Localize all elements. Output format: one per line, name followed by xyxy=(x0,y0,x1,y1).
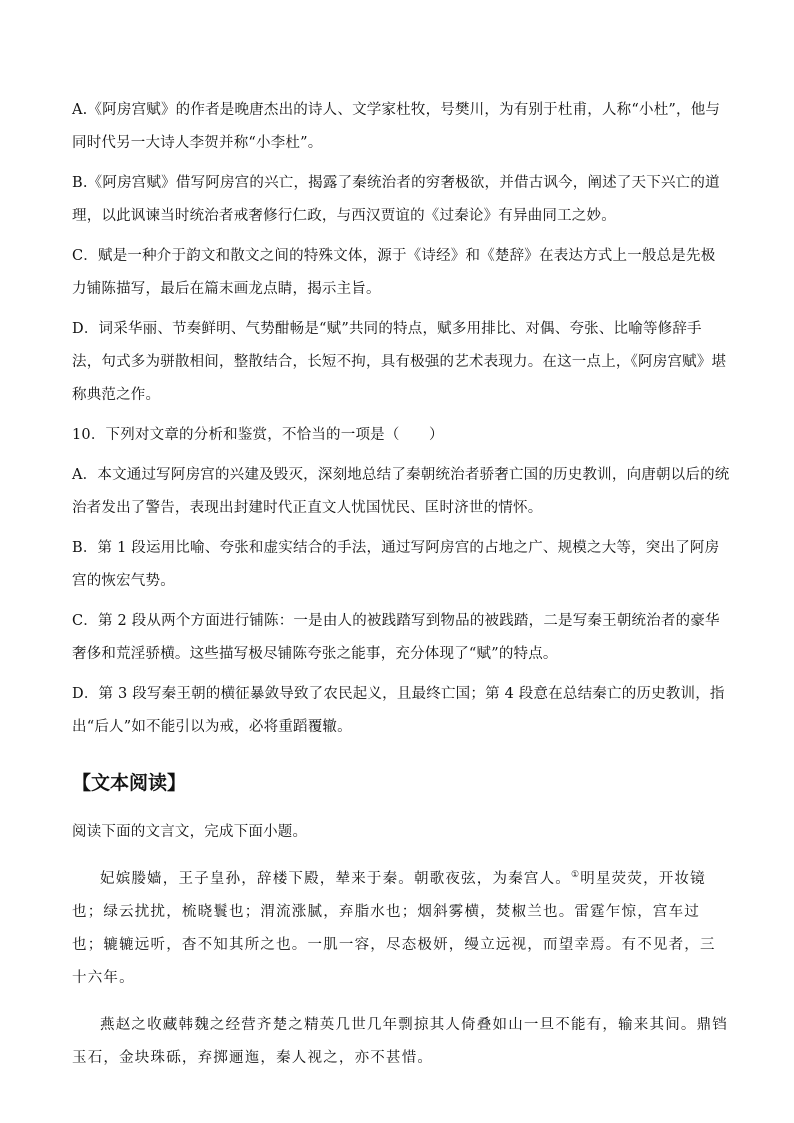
passage-p1-text-b: 明星荧荧，开妆镜也；绿云扰扰，梳晓鬟也；渭流涨腻，弃脂水也；烟斜雾横，焚椒兰也。雷霆乍惊，宫车过也；辘辘远听，杳不知其所之也。一肌一容，尽态极妍，缦立远视，而望幸焉。有不见者，三十六年。 xyxy=(72,871,716,986)
q9-option-d: D．词采华丽、节奏鲜明、气势酣畅是“赋”共同的特点，赋多用排比、对偶、夸张、比喻等修辞手法，句式多为骈散相间，整散结合，长短不拘，具有极强的艺术表现力。在这一点上，《阿房宫赋》堪称典范之作。 xyxy=(72,321,727,403)
section-title: 【文本阅读】 xyxy=(72,772,187,794)
q10-option-d: D．第 3 段写秦王朝的横征暴敛导致了农民起义，且最终亡国；第 4 段意在总结秦亡的历史教训，指出“后人”如不能引以为戒，必将重蹈覆辙。 xyxy=(72,686,725,735)
q10-option-b: B．第 1 段运用比喻、夸张和虚实结合的手法，通过写阿房宫的占地之广、规模之大等，突出了阿房宫的恢宏气势。 xyxy=(72,540,720,589)
passage-paragraph-1 xyxy=(72,863,730,995)
footnote-marker: ① xyxy=(571,870,581,881)
q10-option-a: A．本文通过写阿房宫的兴建及毁灭，深刻地总结了秦朝统治者骄奢亡国的历史教训，向唐朝以后的统治者发出了警告，表现出封建时代正直文人忧国忧民、匡时济世的情怀。 xyxy=(72,467,730,516)
passage-paragraph-2: 燕赵之收藏韩魏之经营齐楚之精英几世几年剽掠其人倚叠如山一旦不能有，输来其间。鼎铛玉石，金块珠砾，弃掷逦迤，秦人视之，亦不甚惜。 xyxy=(72,1017,728,1066)
q9-option-b: B.《阿房宫赋》借写阿房宫的兴亡，揭露了秦统治者的穷奢极欲，并借古讽今，阐述了天下兴亡的道理，以此讽谏当时统治者戒奢修行仁政，与西汉贾谊的《过秦论》有异曲同工之妙。 xyxy=(72,175,720,224)
q10-stem: 10．下列对文章的分析和鉴赏，不恰当的一项是（ ） xyxy=(72,427,444,443)
q9-option-c: C．赋是一种介于韵文和散文之间的特殊文体，源于《诗经》和《楚辞》在表达方式上一般总是先极力铺陈描写，最后在篇末画龙点睛，揭示主旨。 xyxy=(72,248,716,297)
question-10 xyxy=(72,419,730,744)
q10-option-c: C．第 2 段从两个方面进行铺陈：一是由人的被践踏写到物品的被践踏，二是写秦王朝统治者的豪华奢侈和荒淫骄横。这些描写极尽铺陈夸张之能事，充分体现了“赋”的特点。 xyxy=(72,613,720,662)
question-9-options xyxy=(72,94,730,412)
passage-p1-text-a: 妃嫔媵嫱，王子皇孙，辞楼下殿，辇来于秦。朝歌夜弦，为秦宫人。 xyxy=(100,871,571,887)
classical-passage xyxy=(72,863,730,1075)
section-intro: 阅读下面的文言文，完成下面小题。 xyxy=(72,824,308,840)
q9-option-a: A.《阿房宫赋》的作者是晚唐杰出的诗人、文学家杜牧，号樊川，为有别于杜甫，人称“小杜”，他与同时代另一大诗人李贺并称“小李杜”。 xyxy=(72,102,721,151)
